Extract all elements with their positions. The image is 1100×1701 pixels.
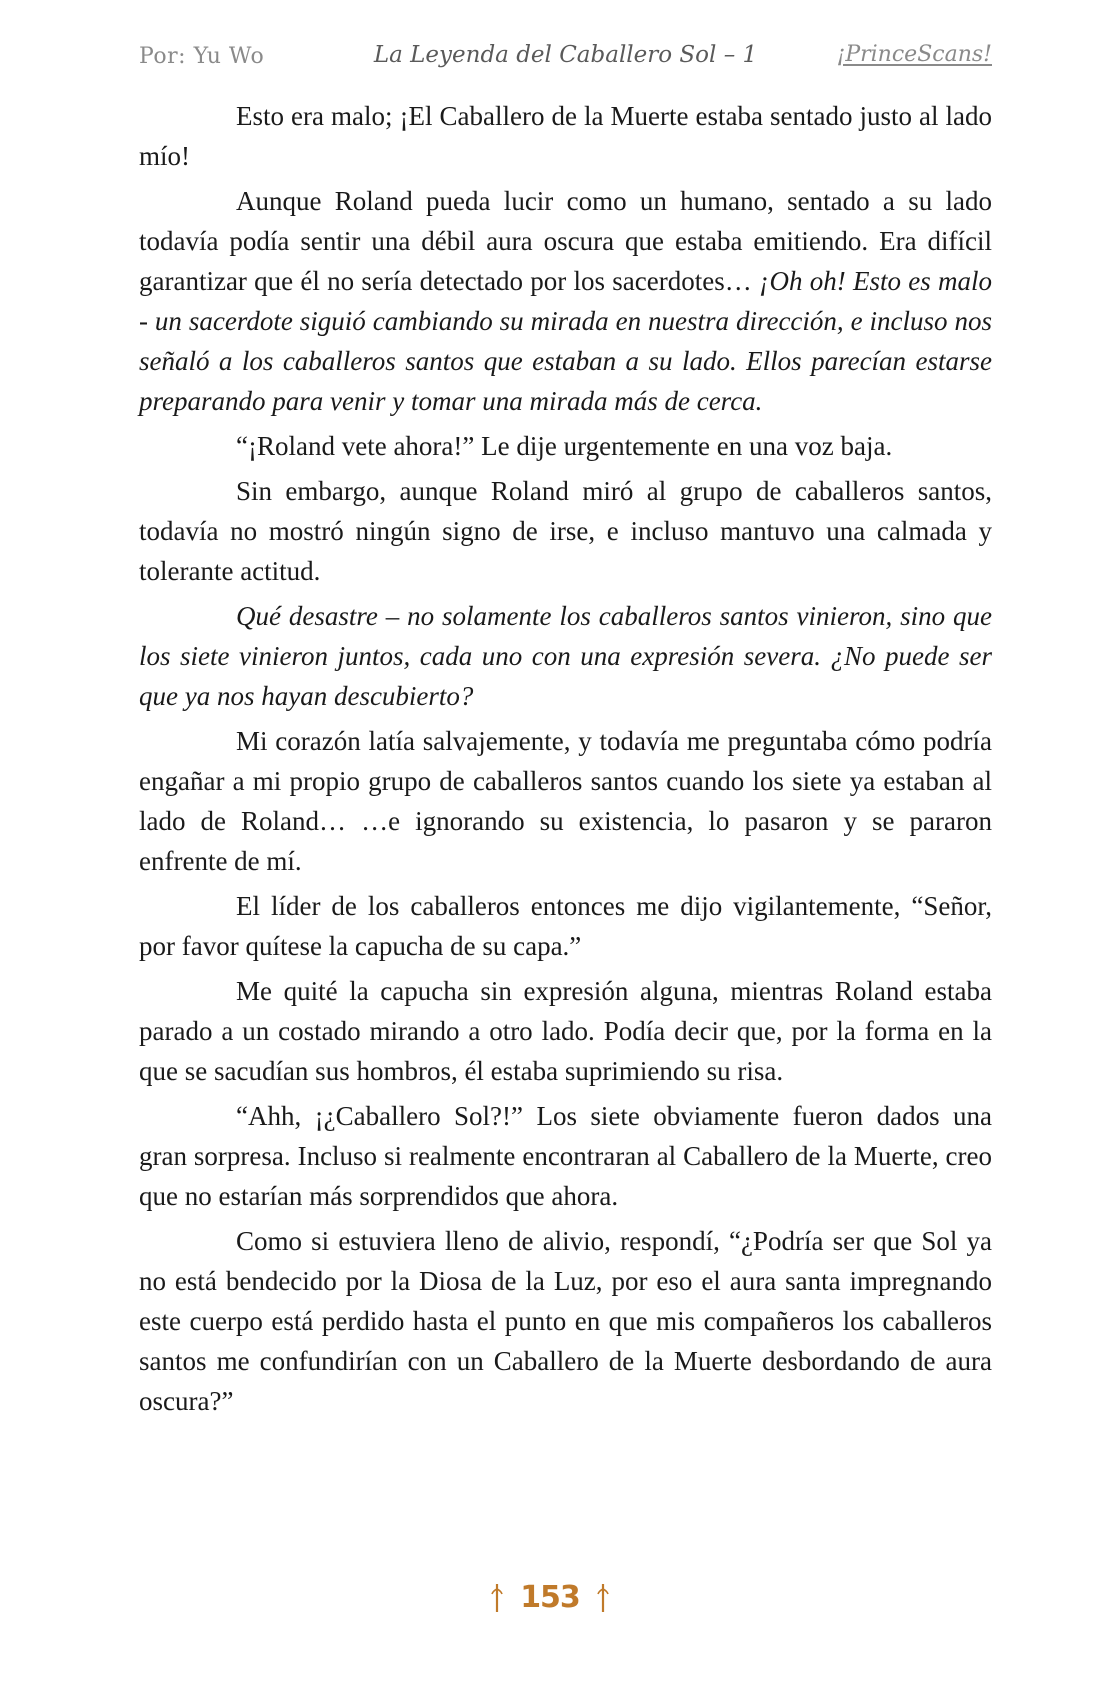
ornament-right-icon [597, 1582, 609, 1614]
page-header [139, 38, 992, 78]
paragraph-1: Esto era malo; ¡El Caballero de la Muerte estaba sentado justo al lado mío! [139, 101, 992, 171]
header-group-link[interactable]: ¡PrinceScans! [836, 42, 992, 67]
paragraph-7: El líder de los caballeros entonces me dijo vigilantemente, “Señor, por favor quítese la capucha de su capa.” [139, 891, 992, 961]
paragraph-10: Como si estuviera lleno de alivio, respondí, “¿Podría ser que Sol ya no está bendecido por la Diosa de la Luz, por eso el aura santa impregnando este cuerpo está perdido hasta el punto en que mis compañeros los caballeros santos me confundirían con un Caballero de la Muerte desbordando de aura oscura?” [139, 1226, 992, 1416]
paragraph-5: Qué desastre – no solamente los caballeros santos vinieron, sino que los siete vinieron juntos, cada uno con una expresión severa. ¿No puede ser que ya nos hayan descubierto? [139, 601, 992, 711]
paragraph-2: Aunque Roland pueda lucir como un humano, sentado a su lado todavía podía sentir una débil aura oscura que estaba emitiendo. Era difícil garantizar que él no sería detectado por los sacerdotes… ¡Oh oh! Esto es malo - un sacerdote siguió cambiando su mirada en nuestra dirección, e incluso nos señaló a los caballeros santos que estaban a su lado. Ellos parecían estarse preparando para venir y tomar una mirada más de cerca. [139, 186, 992, 416]
paragraph-4: Sin embargo, aunque Roland miró al grupo de caballeros santos, todavía no mostró ningún signo de irse, e incluso mantuvo una calmada y tolerante actitud. [139, 476, 992, 586]
page-footer [0, 1580, 1100, 1615]
paragraph-2-italic: ¡Oh oh! Esto es malo - un sacerdote siguió cambiando su mirada en nuestra dirección, e incluso nos señaló a los caballeros santos que estaban a su lado. Ellos parecían estarse preparando para venir y tomar una mirada más de cerca. [139, 266, 992, 416]
ornament-left-icon [491, 1582, 503, 1614]
page-number: 153 [520, 1580, 580, 1615]
paragraph-8: Me quité la capucha sin expresión alguna, mientras Roland estaba parado a un costado mirando a otro lado. Podía decir que, por la forma en la que se sacudían sus hombros, él estaba suprimiendo su risa. [139, 976, 992, 1086]
header-author: Por: Yu Wo [139, 44, 265, 69]
header-book-title: La Leyenda del Caballero Sol – 1 [373, 42, 758, 68]
paragraph-3: “¡Roland vete ahora!” Le dije urgentemente en una voz baja. [236, 431, 893, 461]
paragraph-9: “Ahh, ¡¿Caballero Sol?!” Los siete obviamente fueron dados una gran sorpresa. Incluso si realmente encontraran al Caballero de la Muerte, creo que no estarían más sorprendidos que ahora. [139, 1101, 992, 1211]
page-body [139, 96, 992, 1426]
paragraph-6: Mi corazón latía salvajemente, y todavía me preguntaba cómo podría engañar a mi propio grupo de caballeros santos cuando los siete ya estaban al lado de Roland… …e ignorando su existencia, lo pasaron y se pararon enfrente de mí. [139, 726, 992, 876]
